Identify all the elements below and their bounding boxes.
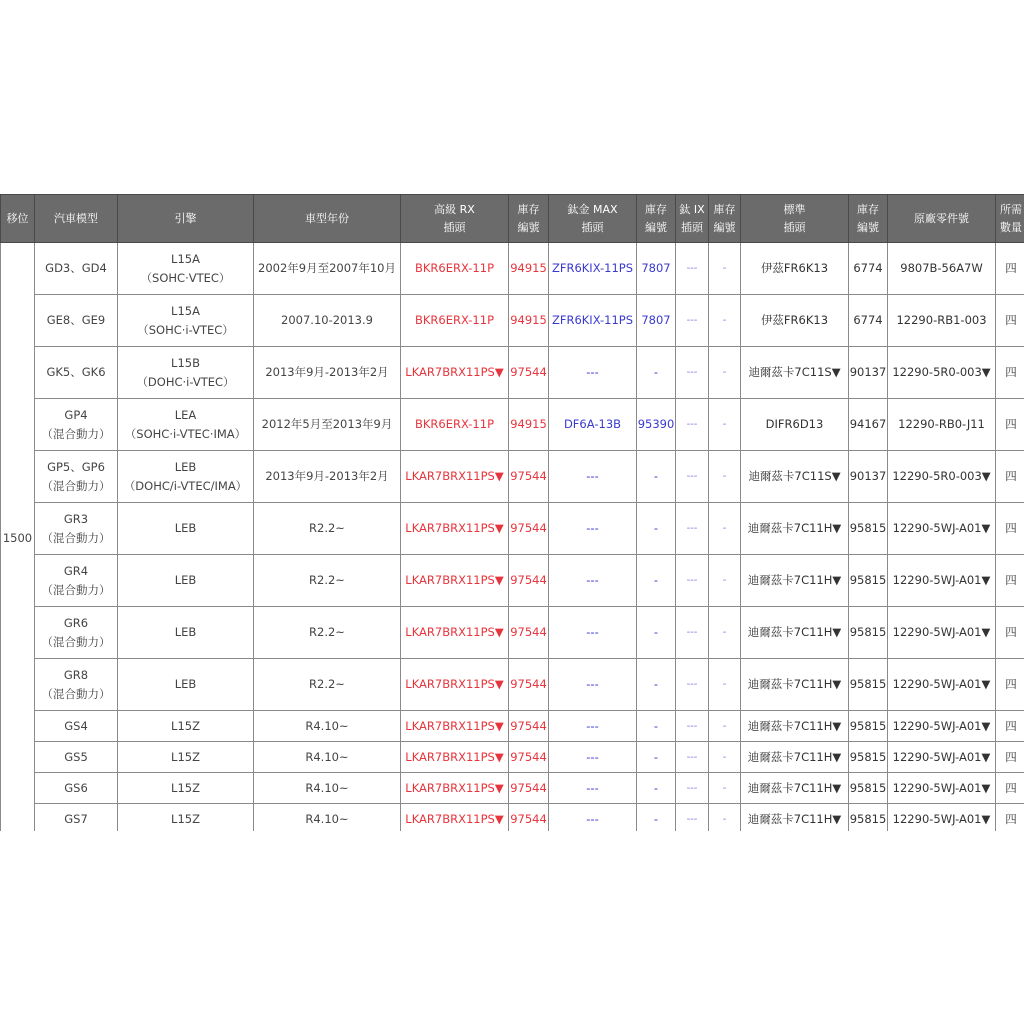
ix-plug-cell: --- bbox=[676, 607, 709, 659]
ix-plug-cell: --- bbox=[676, 347, 709, 399]
table-header bbox=[1, 195, 1024, 243]
oem-part-cell: 12290-RB0-J11 bbox=[888, 399, 996, 451]
rx-stock-cell: 94915 bbox=[509, 243, 549, 295]
header-sublabel: 插頭 bbox=[681, 220, 703, 234]
max-stock-cell: - bbox=[637, 503, 676, 555]
car-model-cell bbox=[35, 804, 118, 832]
model-line2: （混合動力） bbox=[41, 426, 111, 441]
standard-plug-cell: 迪爾茲卡7C11S▼ bbox=[741, 451, 849, 503]
oem-part-cell: 12290-5WJ-A01▼ bbox=[888, 804, 996, 832]
max-stock-cell: 95390 bbox=[637, 399, 676, 451]
engine-line1: L15Z bbox=[171, 780, 200, 795]
std-stock-cell: 95815 bbox=[849, 742, 888, 773]
standard-plug-cell: 伊茲FR6K13 bbox=[741, 295, 849, 347]
ix-stock-cell: - bbox=[709, 742, 741, 773]
ix-stock-cell: - bbox=[709, 295, 741, 347]
rx-stock-cell: 97544 bbox=[509, 503, 549, 555]
header-label: 標準 bbox=[783, 202, 806, 216]
car-model-cell bbox=[35, 295, 118, 347]
model-year-cell: R2.2~ bbox=[254, 607, 401, 659]
table-body bbox=[1, 243, 1024, 832]
qty-cell: 四 bbox=[996, 347, 1024, 399]
model-line2: （混合動力） bbox=[41, 634, 111, 649]
rx-plug-cell: BKR6ERX-11P bbox=[401, 399, 509, 451]
header-qty-required bbox=[996, 195, 1024, 243]
model-year-cell: R4.10~ bbox=[254, 742, 401, 773]
ix-stock-cell: - bbox=[709, 243, 741, 295]
header-label: 鈦金 MAX bbox=[567, 202, 618, 216]
max-stock-cell: - bbox=[637, 804, 676, 832]
ix-stock-cell: - bbox=[709, 399, 741, 451]
standard-plug-cell: 迪爾茲卡7C11H▼ bbox=[741, 607, 849, 659]
car-model-cell bbox=[35, 503, 118, 555]
qty-cell: 四 bbox=[996, 451, 1024, 503]
ix-stock-cell: - bbox=[709, 773, 741, 804]
header-model-year bbox=[254, 195, 401, 243]
model-year-cell: R4.10~ bbox=[254, 773, 401, 804]
table-row bbox=[1, 399, 1024, 451]
qty-cell: 四 bbox=[996, 399, 1024, 451]
header-displacement bbox=[1, 195, 35, 243]
oem-part-cell: 12290-5WJ-A01▼ bbox=[888, 607, 996, 659]
qty-cell: 四 bbox=[996, 503, 1024, 555]
car-model-cell bbox=[35, 243, 118, 295]
standard-plug-cell: 迪爾茲卡7C11H▼ bbox=[741, 804, 849, 832]
std-stock-cell: 95815 bbox=[849, 607, 888, 659]
rx-stock-cell: 97544 bbox=[509, 451, 549, 503]
engine-cell bbox=[118, 773, 254, 804]
rx-plug-cell: LKAR7BRX11PS▼ bbox=[401, 773, 509, 804]
model-year-cell: R2.2~ bbox=[254, 555, 401, 607]
model-line1: GR8 bbox=[63, 667, 89, 682]
ix-plug-cell: --- bbox=[676, 711, 709, 742]
max-plug-cell: --- bbox=[549, 347, 637, 399]
header-label: 庫存 bbox=[857, 202, 879, 216]
rx-stock-cell: 97544 bbox=[509, 773, 549, 804]
car-model-cell bbox=[35, 555, 118, 607]
header-label: 原廠零件號 bbox=[914, 211, 969, 225]
rx-plug-cell: LKAR7BRX11PS▼ bbox=[401, 742, 509, 773]
std-stock-cell: 6774 bbox=[849, 295, 888, 347]
oem-part-cell: 12290-5WJ-A01▼ bbox=[888, 503, 996, 555]
max-stock-cell: - bbox=[637, 607, 676, 659]
rx-stock-cell: 97544 bbox=[509, 659, 549, 711]
model-line1: GS6 bbox=[64, 780, 88, 795]
max-stock-cell: - bbox=[637, 659, 676, 711]
max-plug-cell: ZFR6KIX-11PS bbox=[549, 295, 637, 347]
engine-line1: L15Z bbox=[171, 811, 200, 826]
qty-cell: 四 bbox=[996, 804, 1024, 832]
ix-plug-cell: --- bbox=[676, 659, 709, 711]
engine-line1: LEB bbox=[174, 521, 197, 535]
engine-cell bbox=[118, 451, 254, 503]
car-model-cell bbox=[35, 742, 118, 773]
spark-plug-table bbox=[0, 194, 1024, 831]
header-sublabel: 編號 bbox=[645, 220, 667, 234]
max-plug-cell: --- bbox=[549, 773, 637, 804]
max-plug-cell: --- bbox=[549, 451, 637, 503]
ix-plug-cell: --- bbox=[676, 399, 709, 451]
oem-part-cell: 12290-5WJ-A01▼ bbox=[888, 773, 996, 804]
oem-part-cell: 12290-5R0-003▼ bbox=[888, 451, 996, 503]
standard-plug-cell: DIFR6D13 bbox=[741, 399, 849, 451]
header-car-model bbox=[35, 195, 118, 243]
model-line1: GR6 bbox=[63, 615, 89, 630]
std-stock-cell: 95815 bbox=[849, 659, 888, 711]
header-label: 車型年份 bbox=[305, 211, 349, 225]
model-line2: （混合動力） bbox=[41, 582, 111, 597]
table-row bbox=[1, 503, 1024, 555]
ix-stock-cell: - bbox=[709, 451, 741, 503]
car-model-cell bbox=[35, 607, 118, 659]
rx-plug-cell: LKAR7BRX11PS▼ bbox=[401, 347, 509, 399]
engine-cell bbox=[118, 555, 254, 607]
model-year-cell: 2007.10-2013.9 bbox=[254, 295, 401, 347]
engine-line1: L15A bbox=[171, 251, 200, 266]
rx-plug-cell: BKR6ERX-11P bbox=[401, 295, 509, 347]
header-label: 庫存 bbox=[517, 202, 540, 216]
oem-part-cell: 12290-5WJ-A01▼ bbox=[888, 742, 996, 773]
ix-plug-cell: --- bbox=[676, 451, 709, 503]
standard-plug-cell: 迪爾茲卡7C11S▼ bbox=[741, 347, 849, 399]
max-stock-cell: - bbox=[637, 347, 676, 399]
max-stock-cell: - bbox=[637, 711, 676, 742]
max-plug-cell: DF6A-13B bbox=[549, 399, 637, 451]
engine-line2: （DOHC·i-VTEC） bbox=[136, 374, 235, 389]
std-stock-cell: 95815 bbox=[849, 711, 888, 742]
model-line1: GR4 bbox=[63, 563, 89, 578]
ix-stock-cell: - bbox=[709, 711, 741, 742]
std-stock-cell: 95815 bbox=[849, 773, 888, 804]
rx-stock-cell: 94915 bbox=[509, 295, 549, 347]
engine-line2: （SOHC·i-VTEC·IMA） bbox=[124, 426, 247, 441]
model-line2: （混合動力） bbox=[41, 530, 111, 545]
max-plug-cell: --- bbox=[549, 607, 637, 659]
engine-cell bbox=[118, 711, 254, 742]
rx-plug-cell: LKAR7BRX11PS▼ bbox=[401, 555, 509, 607]
oem-part-cell: 12290-5WJ-A01▼ bbox=[888, 555, 996, 607]
car-model-cell bbox=[35, 399, 118, 451]
engine-cell bbox=[118, 742, 254, 773]
engine-line2: （SOHC·VTEC） bbox=[140, 270, 231, 285]
header-rx-stock-no bbox=[509, 195, 549, 243]
engine-cell bbox=[118, 659, 254, 711]
engine-cell bbox=[118, 804, 254, 832]
engine-line1: LEB bbox=[174, 625, 197, 639]
rx-plug-cell: LKAR7BRX11PS▼ bbox=[401, 659, 509, 711]
oem-part-cell: 12290-5WJ-A01▼ bbox=[888, 711, 996, 742]
ix-plug-cell: --- bbox=[676, 773, 709, 804]
rx-stock-cell: 97544 bbox=[509, 804, 549, 832]
max-stock-cell: 7807 bbox=[637, 243, 676, 295]
header-label: 移位 bbox=[6, 211, 29, 225]
header-label: 高級 RX bbox=[434, 202, 475, 216]
model-line2: （混合動力） bbox=[41, 478, 111, 493]
engine-cell bbox=[118, 503, 254, 555]
car-model-cell bbox=[35, 659, 118, 711]
header-label: 汽車模型 bbox=[54, 211, 98, 225]
header-max-stock-no bbox=[637, 195, 676, 243]
std-stock-cell: 95815 bbox=[849, 804, 888, 832]
max-stock-cell: - bbox=[637, 742, 676, 773]
max-plug-cell: --- bbox=[549, 742, 637, 773]
rx-stock-cell: 97544 bbox=[509, 607, 549, 659]
model-year-cell: R2.2~ bbox=[254, 659, 401, 711]
header-label: 庫存 bbox=[645, 202, 667, 216]
max-plug-cell: --- bbox=[549, 804, 637, 832]
engine-cell bbox=[118, 607, 254, 659]
table-row bbox=[1, 347, 1024, 399]
max-stock-cell: - bbox=[637, 773, 676, 804]
standard-plug-cell: 迪爾茲卡7C11H▼ bbox=[741, 742, 849, 773]
table-row bbox=[1, 555, 1024, 607]
engine-cell bbox=[118, 399, 254, 451]
header-ix-stock-no bbox=[709, 195, 741, 243]
car-model-cell bbox=[35, 347, 118, 399]
engine-line1: L15B bbox=[171, 355, 200, 370]
table-row bbox=[1, 742, 1024, 773]
std-stock-cell: 94167 bbox=[849, 399, 888, 451]
ix-stock-cell: - bbox=[709, 503, 741, 555]
ix-stock-cell: - bbox=[709, 804, 741, 832]
standard-plug-cell: 迪爾茲卡7C11H▼ bbox=[741, 773, 849, 804]
model-line1: GS5 bbox=[64, 749, 88, 764]
oem-part-cell: 12290-5R0-003▼ bbox=[888, 347, 996, 399]
qty-cell: 四 bbox=[996, 243, 1024, 295]
oem-part-cell: 12290-5WJ-A01▼ bbox=[888, 659, 996, 711]
engine-line2: （SOHC·i-VTEC） bbox=[137, 322, 234, 337]
standard-plug-cell: 迪爾茲卡7C11H▼ bbox=[741, 555, 849, 607]
std-stock-cell: 90137 bbox=[849, 347, 888, 399]
model-year-cell: 2013年9月-2013年2月 bbox=[254, 347, 401, 399]
rx-plug-cell: LKAR7BRX11PS▼ bbox=[401, 607, 509, 659]
displacement-cell: 1500 bbox=[1, 243, 35, 832]
header-std-stock-no bbox=[849, 195, 888, 243]
ix-stock-cell: - bbox=[709, 347, 741, 399]
std-stock-cell: 95815 bbox=[849, 503, 888, 555]
model-line1: GR3 bbox=[63, 511, 89, 526]
engine-cell bbox=[118, 347, 254, 399]
model-line1: GP5、GP6 bbox=[47, 459, 105, 474]
header-sublabel: 插頭 bbox=[783, 220, 806, 234]
header-label: 庫存 bbox=[713, 202, 736, 216]
header-standard-plug bbox=[741, 195, 849, 243]
engine-line1: LEB bbox=[174, 573, 197, 587]
engine-line1: LEA bbox=[174, 407, 197, 422]
qty-cell: 四 bbox=[996, 711, 1024, 742]
header-label: 所需 bbox=[1000, 202, 1022, 216]
car-model-cell bbox=[35, 711, 118, 742]
rx-plug-cell: LKAR7BRX11PS▼ bbox=[401, 804, 509, 832]
car-model-cell bbox=[35, 773, 118, 804]
std-stock-cell: 95815 bbox=[849, 555, 888, 607]
engine-line1: LEB bbox=[174, 677, 197, 691]
rx-plug-cell: BKR6ERX-11P bbox=[401, 243, 509, 295]
max-plug-cell: --- bbox=[549, 711, 637, 742]
model-line1: GK5、GK6 bbox=[46, 365, 106, 379]
table-row bbox=[1, 804, 1024, 832]
header-sublabel: 插頭 bbox=[443, 220, 466, 234]
max-stock-cell: 7807 bbox=[637, 295, 676, 347]
table-row bbox=[1, 607, 1024, 659]
max-stock-cell: - bbox=[637, 555, 676, 607]
table-row bbox=[1, 711, 1024, 742]
engine-cell bbox=[118, 243, 254, 295]
model-line1: GE8、GE9 bbox=[46, 313, 106, 327]
header-label: 鈦 IX bbox=[679, 202, 705, 216]
oem-part-cell: 9807B-56A7W bbox=[888, 243, 996, 295]
model-line2: （混合動力） bbox=[41, 686, 111, 701]
header-titanium-max-plug bbox=[549, 195, 637, 243]
ix-plug-cell: --- bbox=[676, 243, 709, 295]
max-plug-cell: ZFR6KIX-11PS bbox=[549, 243, 637, 295]
standard-plug-cell: 迪爾茲卡7C11H▼ bbox=[741, 503, 849, 555]
engine-line1: L15Z bbox=[171, 749, 200, 764]
model-year-cell: 2012年5月至2013年9月 bbox=[254, 399, 401, 451]
rx-plug-cell: LKAR7BRX11PS▼ bbox=[401, 711, 509, 742]
max-plug-cell: --- bbox=[549, 503, 637, 555]
engine-line2: （DOHC/i-VTEC/IMA） bbox=[123, 478, 248, 493]
standard-plug-cell: 迪爾茲卡7C11H▼ bbox=[741, 711, 849, 742]
ix-stock-cell: - bbox=[709, 607, 741, 659]
rx-plug-cell: LKAR7BRX11PS▼ bbox=[401, 451, 509, 503]
table-row bbox=[1, 243, 1024, 295]
rx-stock-cell: 94915 bbox=[509, 399, 549, 451]
spark-plug-table-container bbox=[0, 194, 1024, 831]
model-line1: GS7 bbox=[64, 811, 88, 826]
rx-plug-cell: LKAR7BRX11PS▼ bbox=[401, 503, 509, 555]
model-line1: GD3、GD4 bbox=[45, 261, 107, 275]
ix-plug-cell: --- bbox=[676, 804, 709, 832]
rx-stock-cell: 97544 bbox=[509, 347, 549, 399]
car-model-cell bbox=[35, 451, 118, 503]
table-row bbox=[1, 659, 1024, 711]
rx-stock-cell: 97544 bbox=[509, 711, 549, 742]
header-sublabel: 插頭 bbox=[581, 220, 604, 234]
ix-stock-cell: - bbox=[709, 659, 741, 711]
standard-plug-cell: 迪爾茲卡7C11H▼ bbox=[741, 659, 849, 711]
engine-line1: L15A bbox=[171, 303, 200, 318]
model-year-cell: R2.2~ bbox=[254, 503, 401, 555]
max-plug-cell: --- bbox=[549, 659, 637, 711]
rx-stock-cell: 97544 bbox=[509, 742, 549, 773]
oem-part-cell: 12290-RB1-003 bbox=[888, 295, 996, 347]
ix-plug-cell: --- bbox=[676, 555, 709, 607]
header-label: 引擎 bbox=[174, 211, 197, 225]
qty-cell: 四 bbox=[996, 295, 1024, 347]
std-stock-cell: 6774 bbox=[849, 243, 888, 295]
model-line1: GS4 bbox=[64, 718, 88, 733]
header-sublabel: 數量 bbox=[1000, 220, 1022, 234]
model-year-cell: 2013年9月-2013年2月 bbox=[254, 451, 401, 503]
standard-plug-cell: 伊茲FR6K13 bbox=[741, 243, 849, 295]
ix-plug-cell: --- bbox=[676, 503, 709, 555]
engine-line1: L15Z bbox=[171, 718, 200, 733]
rx-stock-cell: 97544 bbox=[509, 555, 549, 607]
ix-plug-cell: --- bbox=[676, 295, 709, 347]
qty-cell: 四 bbox=[996, 659, 1024, 711]
header-oem-part-no bbox=[888, 195, 996, 243]
max-stock-cell: - bbox=[637, 451, 676, 503]
header-sublabel: 編號 bbox=[857, 220, 879, 234]
header-sublabel: 編號 bbox=[517, 220, 540, 234]
std-stock-cell: 90137 bbox=[849, 451, 888, 503]
header-sublabel: 編號 bbox=[713, 220, 736, 234]
model-year-cell: R4.10~ bbox=[254, 711, 401, 742]
qty-cell: 四 bbox=[996, 742, 1024, 773]
table-row bbox=[1, 773, 1024, 804]
header-engine bbox=[118, 195, 254, 243]
header-premium-rx-plug bbox=[401, 195, 509, 243]
model-line1: GP4 bbox=[64, 407, 88, 422]
engine-line1: LEB bbox=[174, 459, 197, 474]
ix-plug-cell: --- bbox=[676, 742, 709, 773]
header-titanium-ix-plug bbox=[676, 195, 709, 243]
ix-stock-cell: - bbox=[709, 555, 741, 607]
engine-cell bbox=[118, 295, 254, 347]
qty-cell: 四 bbox=[996, 555, 1024, 607]
max-plug-cell: --- bbox=[549, 555, 637, 607]
model-year-cell: 2002年9月至2007年10月 bbox=[254, 243, 401, 295]
table-row bbox=[1, 295, 1024, 347]
table-row bbox=[1, 451, 1024, 503]
qty-cell: 四 bbox=[996, 607, 1024, 659]
model-year-cell: R4.10~ bbox=[254, 804, 401, 832]
qty-cell: 四 bbox=[996, 773, 1024, 804]
